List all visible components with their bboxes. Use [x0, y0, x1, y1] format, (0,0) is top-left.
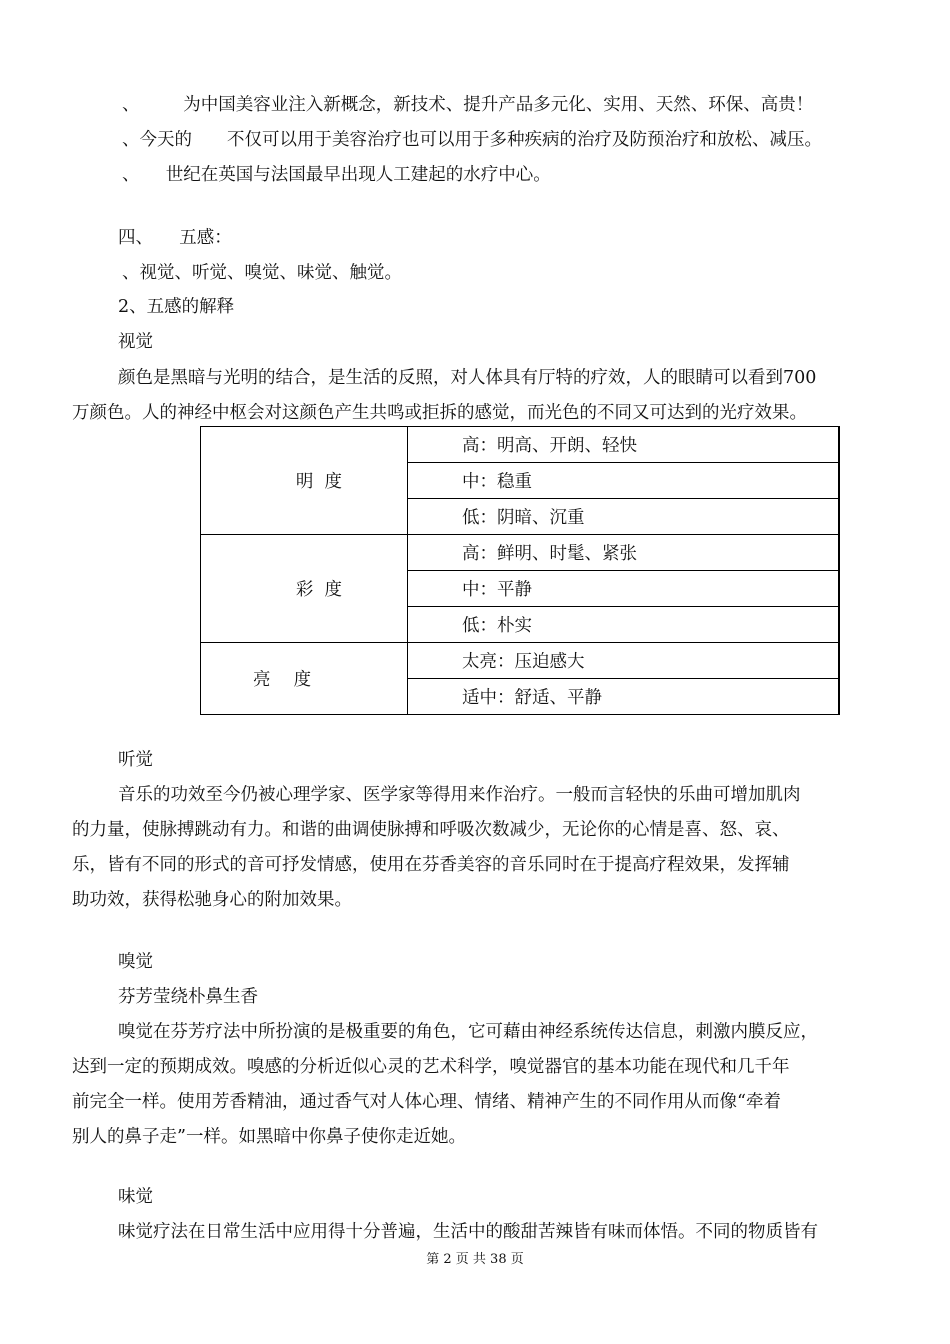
taste-para-line-1: 味觉疗法在日常生活中应用得十分普遍，生活中的酸甜苦辣皆有味而体悟。不同的物质皆有: [118, 1222, 818, 1242]
table-value-cell: 低：阴暗、沉重: [408, 499, 840, 535]
table-category-cell: [201, 643, 408, 715]
vision-para-line-2: 万颜色。人的神经中枢会对这颜色产生共鸣或拒拆的感觉，而光色的不同又可达到的光疗效果。: [72, 403, 807, 423]
table-value-cell: 中：稳重: [408, 463, 840, 499]
table-value-cell: 低：朴实: [408, 607, 840, 643]
table-row: [201, 427, 840, 463]
taste-title: 味觉: [118, 1187, 153, 1207]
five-senses-subheading: 2、五感的解释: [118, 297, 235, 317]
smell-para-line-3: 前完全一样。使用芳香精油，通过香气对人体心理、情绪、精神产生的不同作用从而像“牵着: [72, 1092, 781, 1112]
smell-para-line-2: 达到一定的预期成效。嗅感的分析近似心灵的艺术科学，嗅觉器官的基本功能在现代和几千年: [72, 1057, 790, 1077]
vision-title: 视觉: [118, 332, 153, 352]
hearing-para-line-4: 助功效，获得松驰身心的附加效果。: [72, 890, 352, 910]
hearing-para-line-3: 乐，皆有不同的形式的音可抒发情感，使用在芬香美容的音乐同时在于提高疗程效果，发挥辅: [72, 855, 790, 875]
smell-para-line-4: 别人的鼻子走”一样。如黑暗中你鼻子使你走近她。: [72, 1127, 466, 1147]
table-value-cell: 太亮：压迫感大: [408, 643, 840, 679]
spa-line-3: 、 世纪在英国与法国最早出现人工建起的水疗中心。: [122, 165, 551, 185]
smell-title: 嗅觉: [118, 952, 153, 972]
table-category-label: 亮 度: [253, 670, 312, 690]
page-footer: 第 2 页 共 38 页: [426, 1252, 524, 1267]
vision-para-line-1: 颜色是黑暗与光明的结合，是生活的反照，对人体具有厅特的疗效，人的眼睛可以看到700: [118, 368, 817, 388]
table-category-cell: 彩 度: [201, 535, 408, 643]
hearing-para-line-1: 音乐的功效至今仍被心理学家、医学家等得用来作治疗。一般而言轻快的乐曲可增加肌肉: [118, 785, 801, 805]
smell-para-line-1: 嗅觉在芬芳疗法中所扮演的是极重要的角色，它可藉由神经系统传达信息，刺激内膜反应，: [118, 1022, 818, 1042]
color-tone-table: [200, 426, 840, 715]
table-row: [201, 643, 840, 679]
hearing-para-line-2: 的力量，使脉搏跳动有力。和谐的曲调使脉搏和呼吸次数减少，无论你的心情是喜、怒、哀、: [72, 820, 790, 840]
table-value-cell: 中：平静: [408, 571, 840, 607]
hearing-title: 听觉: [118, 750, 153, 770]
table-category-cell: 明 度: [201, 427, 408, 535]
table-row: [201, 535, 840, 571]
smell-subtitle: 芬芳莹绕朴鼻生香: [118, 987, 258, 1007]
spa-line-1: 、 为中国美容业注入新概念，新技术、提升产品多元化、实用、天然、环保、高贵！: [122, 95, 814, 115]
spa-line-2: 、今天的 不仅可以用于美容治疗也可以用于多种疾病的治疗及防预治疗和放松、减压。: [122, 130, 822, 150]
table-value-cell: 高：鲜明、时髦、紧张: [408, 535, 840, 571]
five-senses-list: 、视觉、听觉、嗅觉、味觉、触觉。: [122, 263, 402, 283]
table-value-cell: 适中：舒适、平静: [408, 679, 840, 715]
five-senses-heading: 四、 五感：: [118, 228, 232, 248]
table-value-cell: 高：明高、开朗、轻快: [408, 427, 840, 463]
